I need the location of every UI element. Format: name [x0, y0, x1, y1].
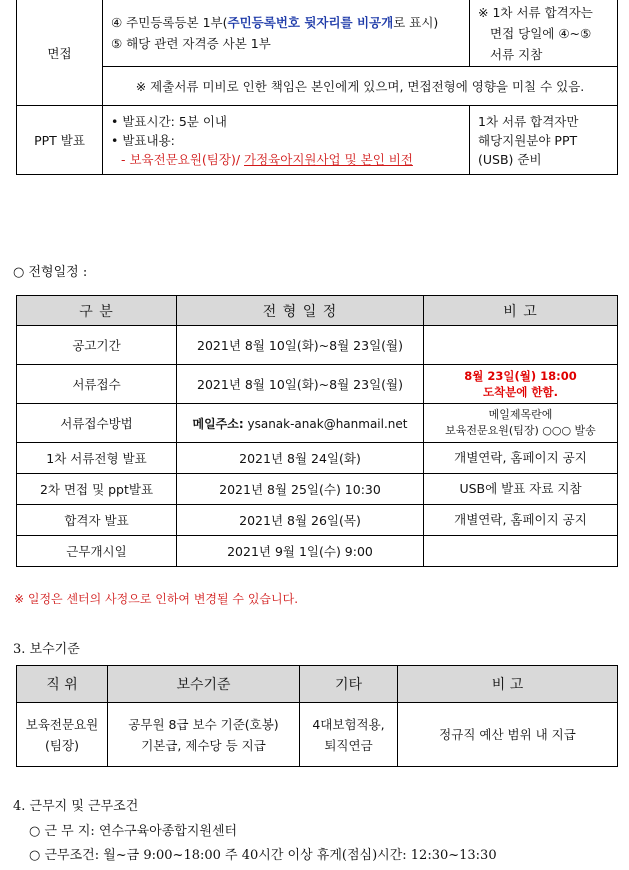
- work-conditions: ○ 근무조건: 월~금 9:00~18:00 주 40시간 이상 휴게(점심)시간: 12:30~13:30: [29, 848, 497, 863]
- salary-note: 정규직 예산 범위 내 지급: [398, 703, 618, 767]
- email-cell: 메일주소: ysanak-anak@hanmail.net: [177, 404, 424, 443]
- schedule-footnote: ※ 일정은 센터의 사정으로 인하여 변경될 수 있습니다.: [14, 592, 299, 606]
- ppt-bullet-time: • 발표시간: 5분 이내: [111, 113, 227, 129]
- doc-5: ⑤ 해당 관련 자격증 사본 1부: [111, 36, 271, 51]
- header-category: 구 분: [17, 296, 177, 326]
- interview-docs-cell: [103, 0, 470, 67]
- ppt-label: PPT 발표: [17, 106, 103, 175]
- table-row: 2차 면접 및 ppt발표 2021년 8월 25일(수) 10:30 USB에 발표 자료 지참: [17, 474, 618, 505]
- schedule-header-row: [17, 296, 618, 326]
- table-row: [17, 703, 618, 767]
- ppt-content-cell: [103, 106, 470, 175]
- interview-label: 면접: [17, 0, 103, 106]
- ppt-right-note: 1차 서류 합격자만 해당지원분야 PPT (USB) 준비: [470, 106, 618, 175]
- schedule-heading: ○ 전형일정 :: [13, 265, 88, 280]
- salary-etc: 4대보험적용, 퇴직연금: [300, 703, 398, 767]
- work-place: ○ 근 무 지: 연수구육아종합지원센터: [29, 824, 238, 839]
- table-row: 공고기간 2021년 8월 10일(화)~8월 23일(월): [17, 326, 618, 365]
- header-note: 비 고: [424, 296, 618, 326]
- ppt-content-detail: - 보육전문요원(팀장)/ 가정육아지원사업 및 본인 비전: [121, 151, 413, 167]
- table-row: 1차 서류전형 발표 2021년 8월 24일(화) 개별연락, 홈페이지 공지: [17, 443, 618, 474]
- ppt-bullet-content: • 발표내용:: [111, 132, 175, 148]
- salary-position: 보육전문요원 (팀장): [17, 703, 108, 767]
- interview-right-note: ※ 1차 서류 합격자는 면접 당일에 ④~⑤ 서류 지참: [470, 0, 618, 67]
- interview-notice: ※ 제출서류 미비로 인한 책임은 본인에게 있으며, 면접전형에 영향을 미칠 수 있음.: [103, 67, 618, 106]
- salary-standard: 공무원 8급 보수 기준(호봉) 기본급, 제수당 등 지급: [108, 703, 300, 767]
- schedule-table: [16, 295, 618, 567]
- requirements-table: [16, 0, 618, 175]
- table-row: 서류접수 2021년 8월 10일(화)~8월 23일(월) 8월 23일(월) 18:00 도착분에 한함.: [17, 365, 618, 404]
- table-row: 근무개시일 2021년 9월 1일(수) 9:00: [17, 536, 618, 567]
- salary-table: [16, 665, 618, 767]
- doc-4: ④ 주민등록등본 1부(주민등록번호 뒷자리를 비공개로 표시): [111, 15, 439, 30]
- work-heading: 4. 근무지 및 근무조건: [13, 799, 139, 814]
- salary-heading: 3. 보수기준: [13, 642, 80, 657]
- table-row: 서류접수방법 메일주소: ysanak-anak@hanmail.net 메일제목란에 보육전문요원(팀장) ○○○ 발송: [17, 404, 618, 443]
- salary-header-row: 직 위 보수기준 기타 비 고: [17, 666, 618, 703]
- header-schedule: 전 형 일 정: [177, 296, 424, 326]
- deadline-note: 8월 23일(월) 18:00 도착분에 한함.: [424, 365, 618, 404]
- table-row: 합격자 발표 2021년 8월 26일(목) 개별연락, 홈페이지 공지: [17, 505, 618, 536]
